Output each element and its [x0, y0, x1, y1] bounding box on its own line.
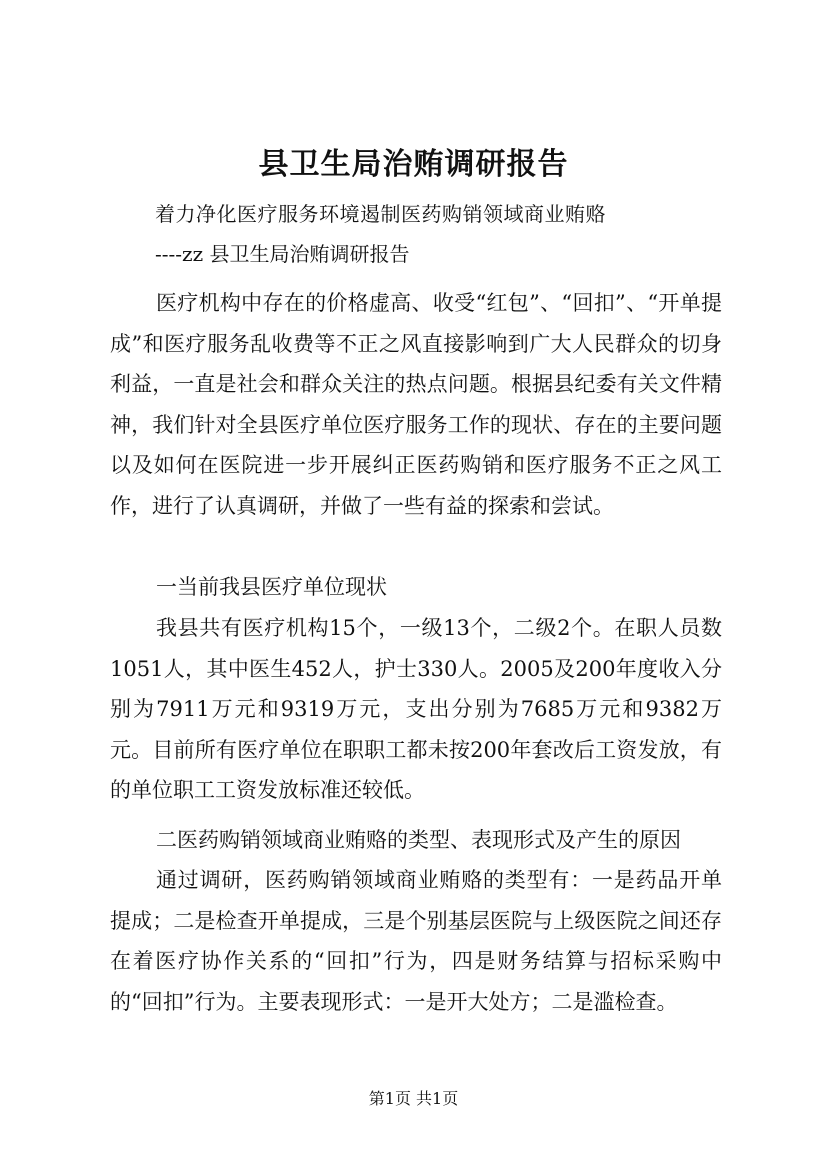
section-heading-1: 一当前我县医疗单位现状	[156, 575, 387, 599]
document-title: 县卫生局治贿调研报告	[258, 147, 569, 182]
section-heading-2: 二医药购销领域商业贿赂的类型、表现形式及产生的原因	[156, 828, 681, 852]
document-subtitle: 着力净化医疗服务环境遏制医药购销领域商业贿赂	[155, 202, 606, 226]
paragraph-intro: 医疗机构中存在的价格虚高、收受“红包”、“回扣”、“开单提成”和医疗服务乱收费等不正之风直接影响到广大人民群众的切身利益，一直是社会和群众关注的热点问题。根据县纪委有关文件精神，我们针对全县医疗单位医疗服务工作的现状、存在的主要问题以及如何在医院进一步开展纠正医药购销和医疗服务不正之风工作，进行了认真调研，并做了一些有益的探索和尝试。	[110, 291, 722, 518]
paragraph-bribery-types: 通过调研，医药购销领域商业贿赂的类型有：一是药品开单提成；二是检查开单提成，三是个别基层医院与上级医院之间还存在着医疗协作关系的“回扣”行为，四是财务结算与招标采购中的“回扣”行为。主要表现形式：一是开大处方；二是滥检查。	[110, 868, 722, 1014]
document-subtitle-source: ----zz 县卫生局治贿调研报告	[155, 242, 410, 266]
page-footer: 第1页 共1页	[368, 1089, 459, 1108]
paragraph-status: 我县共有医疗机构15个，一级13个，二级2个。在职人员数1051人，其中医生452人，护士330人。2005及200年度收入分别为7911万元和9319万元，支出分别为7685万元和9382万元。目前所有医疗单位在职职工都未按200年套改后工资发放，有的单位职工工资发放标准还较低。	[110, 616, 722, 802]
